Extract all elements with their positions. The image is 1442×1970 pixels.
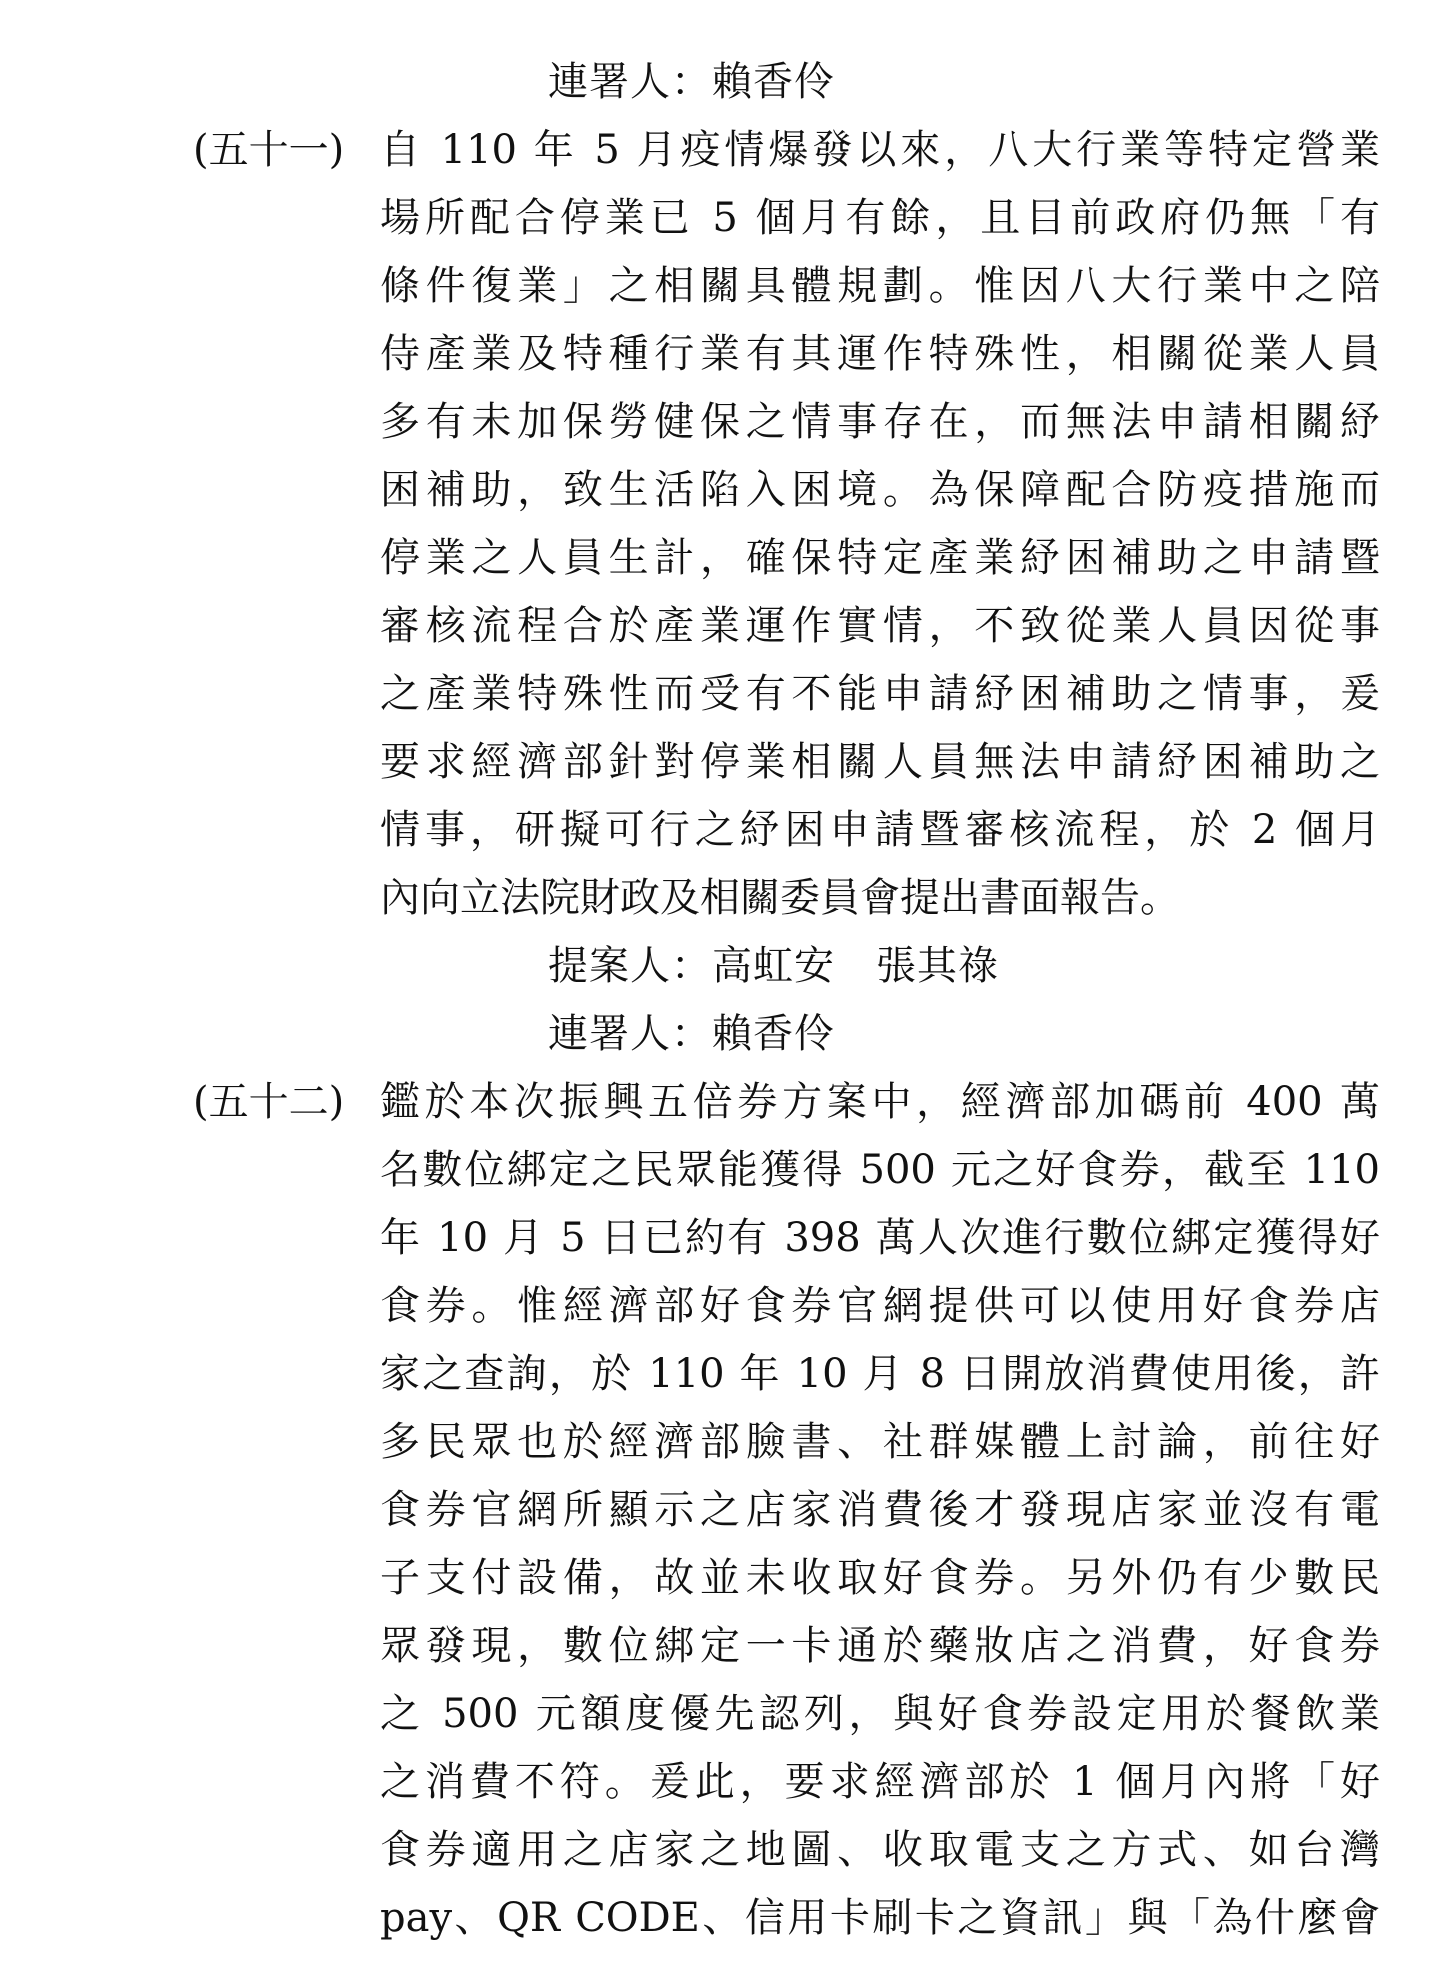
item-52-number: (五十二) (193, 1079, 345, 1125)
item-52-line-9: 眾發現，數位綁定一卡通於藥妝店之消費，好食券 (380, 1623, 1380, 1669)
item-51-line-7: 停業之人員生計，確保特定產業紓困補助之申請暨 (380, 535, 1380, 581)
item-52-line-10: 之 500 元額度優先認列，與好食券設定用於餐飲業 (380, 1691, 1380, 1737)
item-52-line-2: 名數位綁定之民眾能獲得 500 元之好食券，截至 110 (380, 1147, 1380, 1193)
item-51-line-1: 自 110 年 5 月疫情爆發以來，八大行業等特定營業 (380, 127, 1380, 173)
cosigner-line: 連署人：賴香伶 (548, 59, 835, 105)
item-52-line-8: 子支付設備，故並未收取好食券。另外仍有少數民 (380, 1555, 1380, 1601)
item-51-line-8: 審核流程合於產業運作實情，不致從業人員因從事 (380, 603, 1380, 649)
item-51-line-11: 情事，研擬可行之紓困申請暨審核流程，於 2 個月 (380, 807, 1380, 853)
item-51-line-12: 內向立法院財政及相關委員會提出書面報告。 (380, 875, 1180, 921)
item-52-line-3: 年 10 月 5 日已約有 398 萬人次進行數位綁定獲得好 (380, 1215, 1380, 1261)
item-52-line-11: 之消費不符。爰此，要求經濟部於 1 個月內將「好 (380, 1759, 1380, 1805)
item-52-line-5: 家之查詢，於 110 年 10 月 8 日開放消費使用後，許 (380, 1351, 1380, 1397)
item-52-line-12: 食券適用之店家之地圖、收取電支之方式、如台灣 (380, 1827, 1380, 1873)
item-52-line-6: 多民眾也於經濟部臉書、社群媒體上討論，前往好 (380, 1419, 1380, 1465)
item-51-line-6: 困補助，致生活陷入困境。為保障配合防疫措施而 (380, 467, 1380, 513)
item-52-line-13: pay、QR CODE、信用卡刷卡之資訊」與「為什麼會 (380, 1895, 1380, 1941)
item-52-line-4: 食券。惟經濟部好食券官網提供可以使用好食券店 (380, 1283, 1380, 1329)
item-51-number: (五十一) (193, 127, 345, 173)
cosigner-line: 連署人：賴香伶 (548, 1011, 835, 1057)
item-52-line-1: 鑑於本次振興五倍券方案中，經濟部加碼前 400 萬 (380, 1079, 1380, 1125)
item-51-line-5: 多有未加保勞健保之情事存在，而無法申請相關紓 (380, 399, 1380, 445)
item-51-line-3: 條件復業」之相關具體規劃。惟因八大行業中之陪 (380, 263, 1380, 309)
item-51-line-10: 要求經濟部針對停業相關人員無法申請紓困補助之 (380, 739, 1380, 785)
item-51-line-2: 場所配合停業已 5 個月有餘，且目前政府仍無「有 (380, 195, 1380, 241)
item-52-line-7: 食券官網所顯示之店家消費後才發現店家並沒有電 (380, 1487, 1380, 1533)
item-51-line-4: 侍產業及特種行業有其運作特殊性，相關從業人員 (380, 331, 1380, 377)
item-51-line-9: 之產業特殊性而受有不能申請紓困補助之情事，爰 (380, 671, 1380, 717)
proposer-line: 提案人：高虹安 張其祿 (548, 943, 999, 989)
